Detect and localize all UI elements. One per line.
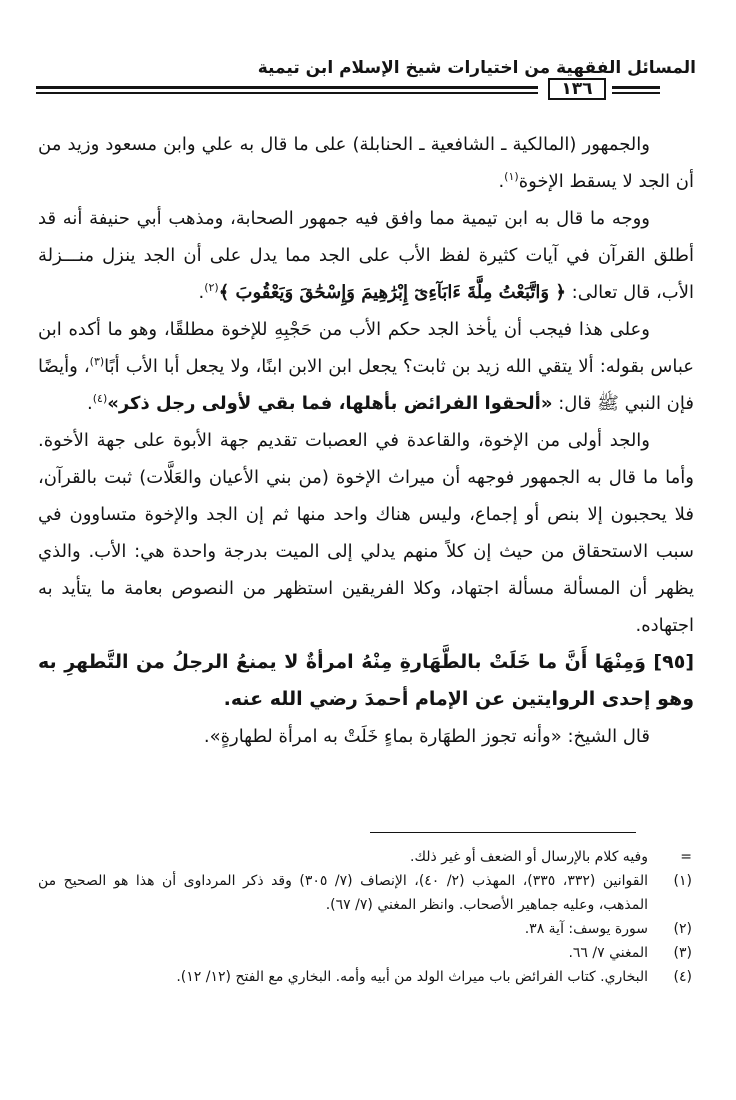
footnote-text: المغني ٧/ ٦٦. [568, 945, 648, 961]
paragraph-end: . [498, 171, 505, 192]
footnotes [38, 845, 692, 989]
footnote-text: وفيه كلام بالإرسال أو الضعف أو غير ذلك. [410, 849, 648, 865]
paragraph-text: ووجه ما قال به ابن تيمية مما وافق فيه جمهور الصحابة، ومذهب أبي حنيفة أنه قد أطلق القرآن في آيات كثيرة لفظ الأب على الجد مما يدل على أن الجد ينزل منـــزلة الأب، قال تعالى: [38, 208, 694, 303]
paragraph-text: وعلى هذا فيجب أن يأخذ الجد حكم الأب من حَجْبِهِ للإخوة مطلقًا، وهو ما أكده ابن عباس بقوله: ألا يتقي الله زيد بن ثابت؟ يجعل ابن الابن ابنًا، ولا يجعل أبا الأب أبًا [38, 319, 695, 377]
footnote-item [38, 917, 692, 941]
footnote-ref: (٣) [89, 355, 105, 368]
header-rule [612, 92, 660, 94]
paragraph-text: والجمهور (المالكية ـ الشافعية ـ الحنابلة) على ما قال به علي وابن مسعود وزيد من أن الجد لا يسقط الإخوة [38, 134, 694, 192]
issue-heading [38, 644, 694, 718]
paragraph: والجد أولى من الإخوة، والقاعدة في العصبات تقديم جهة الأبوة على جهة الأخوة. وأما ما قال به الجمهور فوجهه أن ميراث الإخوة (من بني الأعيان والعَلَّات) ثبت بالقرآن، فلا يحجبون إلا بنص أو إجماع، وليس هناك واحد منها ثم إن الجد والإخوة متساوون في سبب الاستحقاق من حيث إن كلاً منهم يدلي إلى الميت بدرجة واحدة هي: الأب. والذي يظهر أن المسألة مسألة اجتهاد، وكلا الفريقين استظهر من النصوص بعامة ما يتأيد به اجتهاده. [38, 430, 694, 636]
footnote-text: سورة يوسف: آية ٣٨. [524, 921, 648, 937]
header-rule [36, 86, 538, 89]
page-number: ١٣٦ [548, 78, 606, 100]
footnote-ref: (٢) [204, 281, 219, 294]
paragraph [38, 311, 694, 422]
paragraph-end: . [86, 393, 93, 414]
footnote-ref: (١) [504, 170, 519, 183]
footnote-marker: (٢) [673, 921, 692, 937]
hadith-quote: «ألحقوا الفرائض بأهلها، فما بقي لأولى رجل ذكر» [107, 393, 553, 414]
footnote-item [38, 965, 692, 989]
issue-text: وَمِنْهَا أَنَّ ما خَلَتْ بالطَّهَارةِ مِنْهُ امرأةٌ لا يمنعُ الرجلُ من التَّطهرِ به وهو إحدى الروايتين عن الإمام أحمدَ رضي الله عنه. [38, 651, 694, 710]
footnote-marker: (١) [673, 873, 692, 889]
header-rule [36, 92, 538, 94]
quran-verse: ﴿ وَاتَّبَعْتُ مِلَّةَ ءَابَآءِىٓ إِبْرَٰهِيمَ وَإِسْحَٰقَ وَيَعْقُوبَ ﴾ [218, 282, 566, 303]
footnote-text: البخاري. كتاب الفرائض باب ميراث الولد من أبيه وأمه. البخاري مع الفتح (١٢/ ١٢). [176, 969, 648, 985]
footnote-marker: = [680, 849, 692, 865]
footnote-ref: (٤) [92, 392, 108, 405]
issue-number: [٩٥] [653, 651, 694, 673]
footnote-text: القوانين (٣٣٢، ٣٣٥)، المهذب (٢/ ٤٠)، الإنصاف (٧/ ٣٠٥) وقد ذكر المرداوى أن هذا هو الصحيح من المذهب، وعليه جماهير الأصحاب. وانظر المغني (٧/ ٦٧). [38, 873, 648, 913]
footnote-separator [370, 832, 636, 833]
header-rule [612, 86, 660, 89]
sheikh-quote: قال الشيخ: «وأنه تجوز الطهَارة بماءٍ خَلَتْ به امرأة لطهارةٍ». [203, 726, 650, 747]
footnote-marker: (٣) [673, 945, 692, 961]
footnote-item [38, 869, 692, 917]
main-text [38, 126, 694, 755]
paragraph-end: . [198, 282, 205, 303]
footnote-item [38, 845, 692, 869]
paragraph [38, 126, 694, 200]
paragraph [38, 200, 694, 311]
paragraph-text: ، وأيضًا فإن النبي ﷺ قال: [38, 356, 694, 414]
footnote-marker: (٤) [673, 969, 692, 985]
footnote-item [38, 941, 692, 965]
running-title: المسائل الفقهية من اختيارات شيخ الإسلام ابن تيمية [257, 58, 696, 78]
